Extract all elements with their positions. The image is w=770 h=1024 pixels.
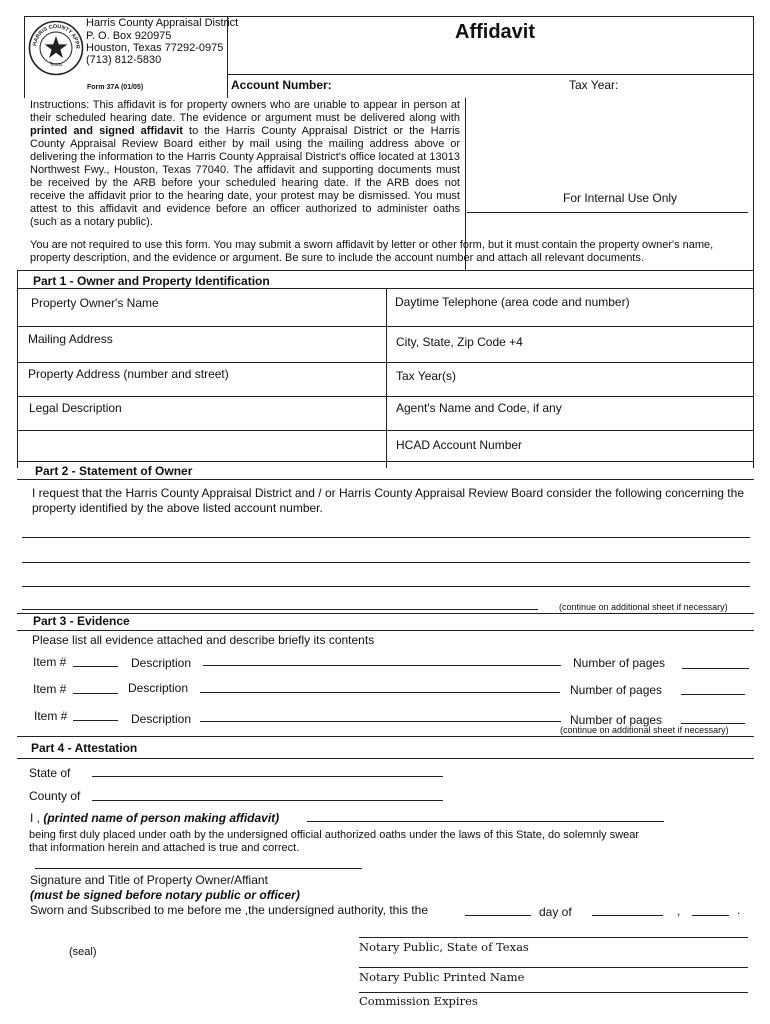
- item-number-line[interactable]: [73, 720, 118, 721]
- page-title: Affidavit: [455, 21, 535, 43]
- printed-name-label: I , (printed name of person making affidavit): [30, 811, 280, 825]
- pages-label: Number of pages: [573, 656, 666, 670]
- description-label: Description: [131, 656, 192, 670]
- description-line[interactable]: [200, 692, 560, 693]
- comma: ,: [677, 904, 681, 918]
- tax-year-label: Tax Year:: [569, 78, 619, 92]
- county-of-line[interactable]: [92, 800, 443, 801]
- internal-use-label: For Internal Use Only: [563, 191, 678, 205]
- pages-line[interactable]: [681, 723, 745, 724]
- item-number-line[interactable]: [73, 693, 118, 694]
- signature-line[interactable]: [35, 868, 362, 869]
- seal-text: HARRIS COUNTY APPR: [32, 23, 81, 50]
- city-state-zip-field[interactable]: City, State, Zip Code +4: [396, 335, 523, 349]
- part3-intro: Please list all evidence attached and describe briefly its contents: [32, 633, 375, 647]
- form-number: Form 37A (01/05): [87, 84, 144, 91]
- instructions-note: You are not required to use this form. You may submit a sworn affidavit by letter or other form, but it must contain the property owner's name, property description, and the evidence or argument. Be sure to include the account number and attach all relevant documents.: [30, 239, 714, 264]
- org-name: Harris County Appraisal District: [86, 17, 239, 29]
- day-of-label: day of: [539, 905, 572, 919]
- month-line[interactable]: [592, 915, 663, 916]
- seal-state-text: Texas: [49, 62, 63, 68]
- description-label: Description: [131, 712, 192, 726]
- pages-label: Number of pages: [570, 713, 663, 727]
- legal-description-field[interactable]: Legal Description: [29, 401, 122, 415]
- hcad-account-field[interactable]: HCAD Account Number: [396, 438, 523, 452]
- notary-printed-line[interactable]: [359, 967, 748, 968]
- printed-name-line[interactable]: [307, 821, 664, 822]
- state-of-label: State of: [29, 766, 71, 780]
- part2-statement: I request that the Harris County Appraisal District and / or Harris County Appraisal Review Board consider the following concerning the property identified by the above listed account number.: [32, 486, 744, 515]
- state-of-line[interactable]: [92, 776, 443, 777]
- po-box: P. O. Box 920975: [86, 30, 172, 42]
- property-address-field[interactable]: Property Address (number and street): [28, 367, 229, 381]
- item-label: Item #: [34, 709, 68, 723]
- hcad-seal-logo: [28, 20, 84, 76]
- notary-signature-line[interactable]: [359, 937, 748, 938]
- part4-heading: Part 4 - Attestation: [31, 741, 138, 755]
- description-line[interactable]: [203, 665, 561, 666]
- phone: (713) 812-5830: [86, 54, 162, 66]
- oath-text: being first duly placed under oath by the undersigned official authorized oaths under the laws of this State, do solemnly swear that information herein and attached is true and correct.: [29, 829, 640, 854]
- must-sign-note: (must be signed before notary public or officer): [30, 888, 300, 902]
- notary-printed-label: Notary Public Printed Name: [359, 970, 525, 984]
- item-label: Item #: [33, 682, 67, 696]
- day-line[interactable]: [465, 915, 531, 916]
- pages-line[interactable]: [682, 668, 749, 669]
- mailing-address-field[interactable]: Mailing Address: [28, 332, 113, 346]
- seal-label: (seal): [69, 946, 97, 958]
- description-label: Description: [128, 681, 189, 695]
- year-line[interactable]: [692, 915, 729, 916]
- part3-heading: Part 3 - Evidence: [33, 614, 130, 628]
- tax-years-field[interactable]: Tax Year(s): [396, 369, 457, 383]
- pages-label: Number of pages: [570, 683, 663, 697]
- owner-name-field[interactable]: Property Owner's Name: [31, 296, 159, 310]
- agent-field[interactable]: Agent's Name and Code, if any: [396, 401, 562, 415]
- part2-heading: Part 2 - Statement of Owner: [35, 464, 193, 478]
- notary-state-label: Notary Public, State of Texas: [359, 940, 529, 954]
- instructions: Instructions: This affidavit is for property owners who are unable to appear in person at their scheduled hearing date. The evidence or argument must be delivered along with printed and signed affidavit to the Harris County Appraisal District or the Harris County Appraisal Review Board either by mail using the mailing address above or delivering the information to the Harris County Appraisal District's office located at 13013 Northwest Fwy., Houston, Texas 77040. The affidavit and supporting documents must be received by the ARB before your scheduled hearing date. If the ARB does not receive the affidavit prior to the hearing date, your protest may be dismissed. You must attest to this affidavit and evidence before an officer authorized to administer oaths (such as a notary public).: [30, 99, 461, 228]
- part2-continue-note: (continue on additional sheet if necessary): [559, 602, 728, 612]
- item-label: Item #: [33, 655, 67, 669]
- part3-continue-note: (continue on additional sheet if necessary): [560, 725, 729, 735]
- period: .: [737, 903, 741, 917]
- sworn-text: Sworn and Subscribed to me before me ,the undersigned authority, this the: [30, 903, 429, 917]
- city-line: Houston, Texas 77292-0975: [86, 42, 224, 54]
- description-line[interactable]: [200, 721, 561, 722]
- daytime-phone-field[interactable]: Daytime Telephone (area code and number): [395, 295, 630, 309]
- signature-title-label: Signature and Title of Property Owner/Affiant: [30, 873, 268, 887]
- pages-line[interactable]: [681, 694, 745, 695]
- commission-line[interactable]: [359, 992, 748, 993]
- part1-heading: Part 1 - Owner and Property Identification: [33, 274, 270, 288]
- county-of-label: County of: [29, 789, 81, 803]
- commission-label: Commission Expires: [359, 994, 478, 1008]
- account-number-label: Account Number:: [231, 78, 332, 92]
- item-number-line[interactable]: [73, 666, 118, 667]
